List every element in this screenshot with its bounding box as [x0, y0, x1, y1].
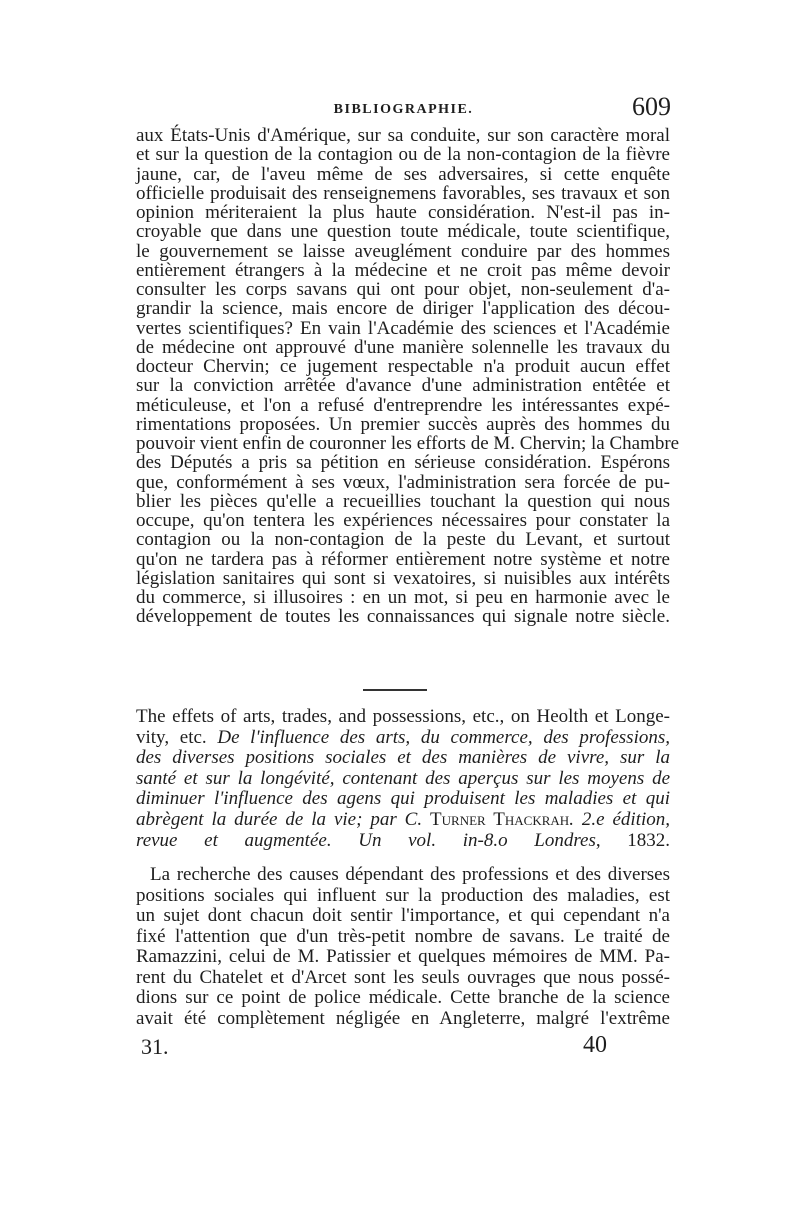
text-line: le gouvernement se laisse aveuglément conduire par des hommes [136, 240, 670, 262]
text-line: que, conformément à ses vœux, l'administration sera forcée de pu- [136, 471, 670, 493]
citation-line: des diverses positions sociales et des manières de vivre, sur la [136, 747, 670, 769]
text-line: vertes scientifiques? En vain l'Académie des sciences et l'Académie [136, 317, 670, 339]
text-line: blier les pièces qu'elle a recueillies touchant la question qui nous [136, 490, 670, 512]
citation-author: Turner Thackrah [430, 808, 570, 830]
text-line: rent du Chatelet et d'Arcet sont les seuls ouvrages que nous possé- [136, 966, 670, 988]
text-line: dions sur ce point de police médicale. Cette branche de la science [136, 987, 670, 1008]
text-line: rimentations proposées. Un premier succès auprès des hommes du [136, 413, 670, 435]
running-head-title: BIBLIOGRAPHIE. [333, 102, 474, 117]
text-line: sur la conviction arrêtée d'avance d'une administration entêtée et [136, 375, 670, 397]
citation-line: The effets of arts, trades, and possessions, etc., on Heolth et Longe- [136, 706, 670, 727]
text-line: de médecine ont approuvé d'une manière solennelle les travaux du [136, 336, 670, 358]
citation-text: vity, etc. [136, 726, 218, 748]
text-line: pouvoir vient enfin de couronner les efforts de M. Chervin; la Chambre [136, 433, 680, 454]
citation-line [136, 831, 670, 852]
text-line: entièrement étrangers à la médecine et ne croit pas même devoir [136, 259, 670, 281]
text-line: fixé l'attention que d'un très-petit nombre de savans. Le traité de [136, 925, 670, 947]
text-line: positions sociales qui influent sur la production des maladies, est [136, 884, 670, 906]
citation-line [136, 728, 670, 749]
paragraph-review [136, 865, 670, 1029]
text-line: développement de toutes les connaissances qui signale notre siècle. [136, 606, 670, 628]
text-line: qu'on ne tardera pas à réformer entièrement notre système et notre [136, 548, 670, 570]
bibliographic-citation [136, 707, 670, 851]
text-line: Ramazzini, celui de M. Patissier et quelques mémoires de MM. Pa- [136, 946, 670, 967]
text-line: grandir la science, mais encore de diriger l'application des décou- [136, 298, 670, 320]
text-line: consulter les corps savans qui ont pour objet, non-seulement d'a- [136, 279, 670, 300]
citation-line: diminuer l'influence des agens qui produisent les maladies et qui [136, 788, 670, 810]
citation-edition: . 2.e édition, [569, 808, 671, 830]
citation-year: , 1832. [595, 829, 671, 851]
text-line: contagion ou la non-contagion de la peste du Levant, et surtout [136, 529, 670, 551]
text-line: jaune, car, de l'aveu même de ses adversaires, si cette enquête [136, 163, 670, 185]
text-line: et sur la question de la contagion ou de la non-contagion de la fièvre [136, 144, 670, 166]
text-line: des Députés a pris sa pétition en sérieuse considération. Espérons [136, 452, 670, 474]
text-line: méticuleuse, et l'on a refusé d'entreprendre les intéressantes expé- [136, 394, 670, 416]
citation-title-text: abrègent la durée de la vie; par C. [136, 808, 431, 830]
citation-publication: revue et augmentée. Un vol. in-8.o Londres [136, 829, 596, 851]
text-line: législation sanitaires qui sont si vexatoires, si nuisibles aux intérêts [136, 567, 670, 589]
text-line: du commerce, si illusoires : en un mot, si peu en harmonie avec le [136, 587, 670, 608]
text-line: opinion mériteraient la plus haute considération. N'est-il pas in- [136, 202, 670, 223]
section-divider [363, 689, 427, 691]
text-line: croyable que dans une question toute médicale, toute scientifique, [136, 221, 670, 243]
text-line: occupe, qu'on tentera les expériences nécessaires pour constater la [136, 510, 670, 531]
running-head [136, 86, 671, 126]
citation-line: santé et sur la longévité, contenant des aperçus sur les moyens de [136, 767, 670, 789]
text-line: un sujet dont chacun doit sentir l'importance, et qui cependant n'a [136, 905, 670, 926]
text-line: avait été complètement négligée en Angleterre, malgré l'extrême [136, 1007, 670, 1029]
signature-mark-left: 31. [141, 1034, 169, 1059]
page-number: 609 [632, 92, 671, 121]
text-line: docteur Chervin; ce jugement respectable n'a produit aucun effet [136, 356, 670, 377]
text-line: officielle produisait des renseignemens favorables, ses travaux et son [136, 182, 670, 204]
text-line: La recherche des causes dépendant des professions et des diverses [150, 864, 670, 885]
text-line: aux États-Unis d'Amérique, sur sa conduite, sur son caractère moral [136, 125, 670, 146]
citation-line [136, 810, 670, 831]
paragraph-continued [136, 125, 680, 628]
citation-title-text: De l'influence des arts, du commerce, des professions, [217, 726, 670, 748]
signature-mark-right: 40 [583, 1032, 607, 1058]
